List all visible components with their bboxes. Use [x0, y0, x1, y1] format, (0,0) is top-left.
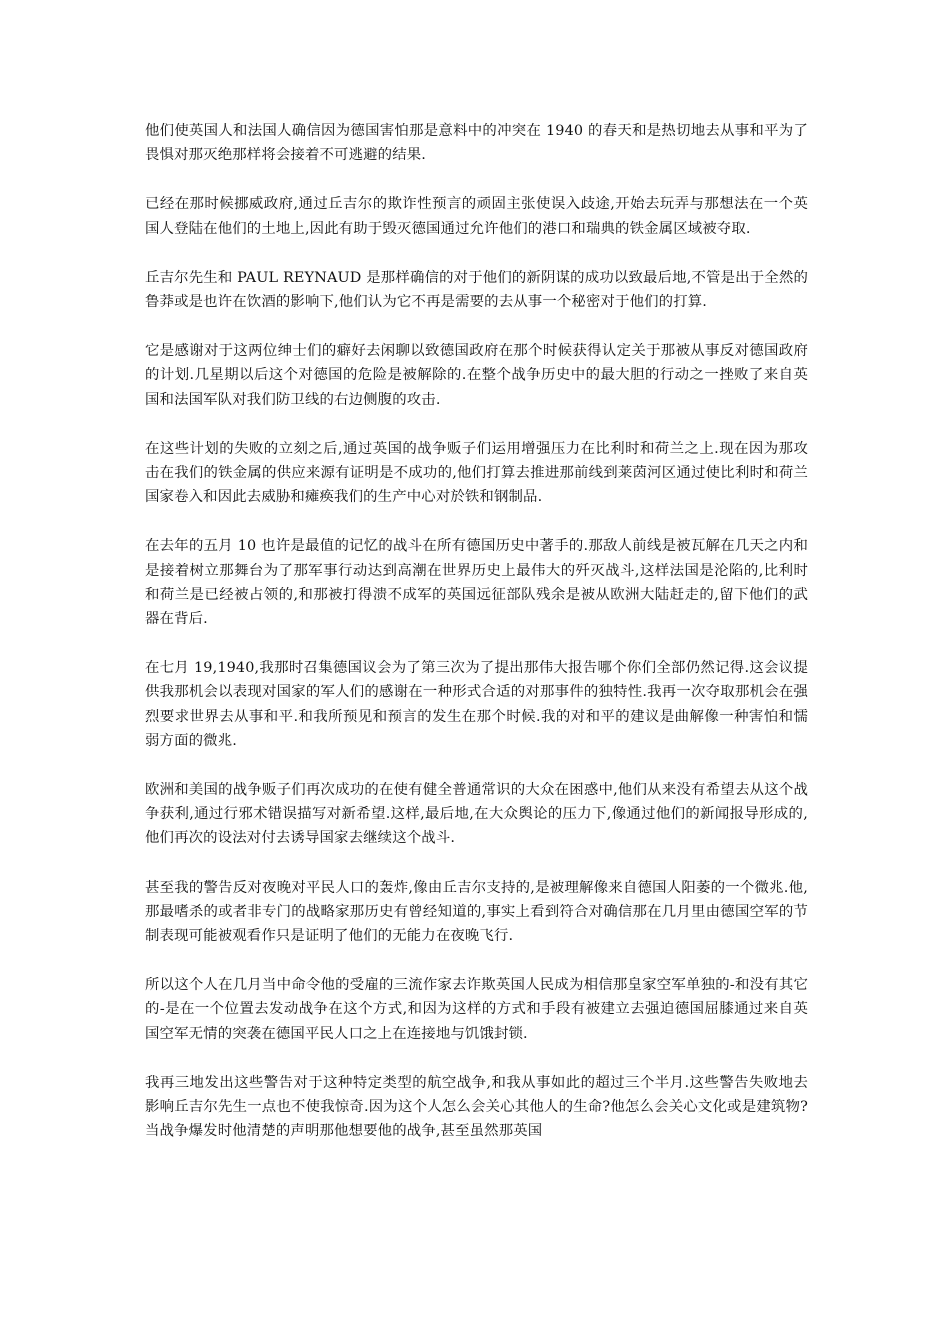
paragraph-1: 他们使英国人和法国人确信因为德国害怕那是意料中的冲突在 1940 的春天和是热切地去从事和平为了畏惧对那灭绝那样将会接着不可逃避的结果.: [145, 123, 808, 164]
paragraph-11: 我再三地发出这些警告对于这种特定类型的航空战争,和我从事如此的超过三个半月.这些警告失败地去影响丘吉尔先生一点也不使我惊奇.因为这个人怎么会关心其他人的生命?他怎么会关心文化或是建筑物?当战争爆发时他清楚的声明那他想要他的战争,甚至虽然那英国: [145, 1074, 808, 1140]
paragraph-8: 欧洲和美国的战争贩子们再次成功的在使有健全普通常识的大众在困惑中,他们从来没有希望去从这个战争获利,通过行邪术错误描写对新希望.这样,最后地,在大众舆论的压力下,像通过他们的新闻报导形成的,他们再次的设法对付去诱导国家去继续这个战斗.: [145, 782, 808, 847]
paragraph-7: 在七月 19,1940,我那时召集德国议会为了第三次为了提出那伟大报告哪个你们全部仍然记得.这会议提供我那机会以表现对国家的军人们的感谢在一种形式合适的对那事件的独特性.我再一次夺取那机会在强烈要求世界去从事和平.和我所预见和预言的发生在那个时候.我的对和平的建议是曲解像一种害怕和懦弱方面的微兆.: [145, 660, 808, 749]
document-body: [145, 119, 808, 1169]
paragraph-6: 在去年的五月 10 也许是最值的记忆的战斗在所有德国历史中著手的.那敌人前线是被瓦解在几天之内和是接着树立那舞台为了那军事行动达到高潮在世界历史上最伟大的歼灭战斗,这样法国是沦陷的,比利时和荷兰是已经被占领的,和那被打得溃不成军的英国远征部队残余是被从欧洲大陆赶走的,留下他们的武器在背后.: [145, 538, 808, 628]
paragraph-3: 丘吉尔先生和 PAUL REYNAUD 是那样确信的对于他们的新阴谋的成功以致最后地,不管是出于全然的鲁莽或是也许在饮酒的影响下,他们认为它不再是需要的去从事一个秘密对于他们的打算.: [145, 269, 808, 311]
paragraph-9: 甚至我的警告反对夜晚对平民人口的轰炸,像由丘吉尔支持的,是被理解像来自德国人阳萎的一个微兆.他,那最嗜杀的或者非专门的战略家那历史有曾经知道的,事实上看到符合对确信那在几月里由德国空军的节制表现可能被观看作只是证明了他们的无能力在夜晚飞行.: [145, 879, 808, 945]
paragraph-5: 在这些计划的失败的立刻之后,通过英国的战争贩子们运用增强压力在比利时和荷兰之上.现在因为那攻击在我们的铁金属的供应来源有证明是不成功的,他们打算去推进那前线到莱茵河区通过使比利时和荷兰国家卷入和因此去威胁和瘫痪我们的生产中心对於铁和钢制品.: [145, 440, 808, 506]
paragraph-4: 它是感谢对于这两位绅士们的癖好去闲聊以致德国政府在那个时候获得认定关于那被从事反对德国政府的计划.几星期以后这个对德国的危险是被解除的.在整个战争历史中的最大胆的行动之一挫败了来自英国和法国军队对我们防卫线的右边侧腹的攻击.: [145, 343, 808, 408]
paragraph-2: 已经在那时候挪威政府,通过丘吉尔的欺诈性预言的顽固主张使误入歧途,开始去玩弄与那想法在一个英国人登陆在他们的土地上,因此有助于毁灭德国通过允许他们的港口和瑞典的铁金属区域被夺取.: [145, 196, 808, 237]
paragraph-10: 所以这个人在几月当中命令他的受雇的三流作家去诈欺英国人民成为相信那皇家空军单独的-和没有其它的-是在一个位置去发动战争在这个方式,和因为这样的方式和手段有被建立去强迫德国屈膝通过来自英国空军无情的突袭在德国平民人口之上在连接地与饥饿封锁.: [145, 977, 808, 1042]
